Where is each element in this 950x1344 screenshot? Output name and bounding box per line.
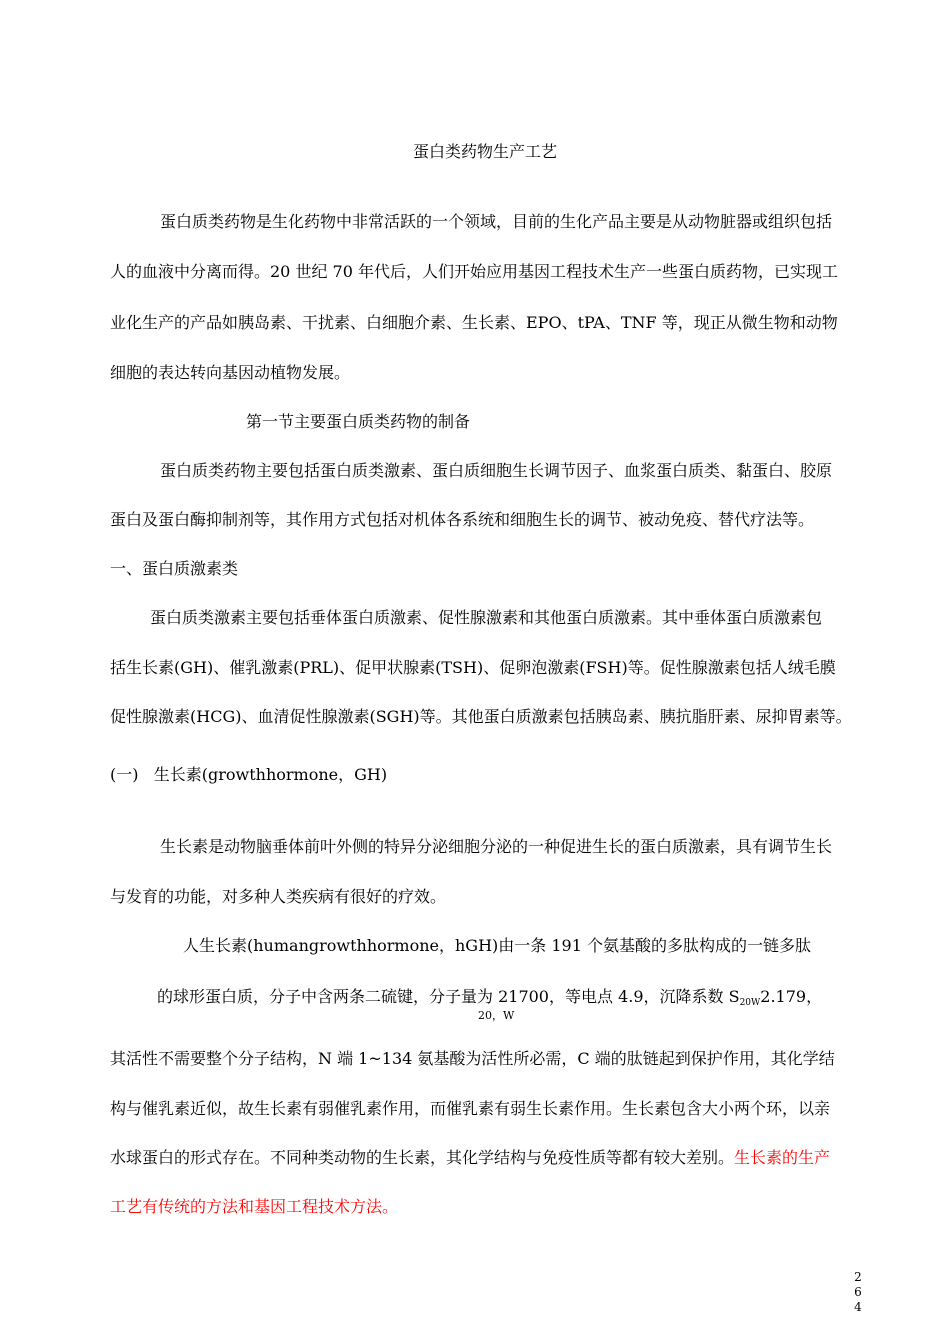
gh-para-line-6: 构与催乳素近似，故生长素有弱催乳素作用，而催乳素有弱生长素作用。生长素包含大小两个环，以亲 — [110, 1099, 831, 1118]
intro-line-3: 业化生产的产品如胰岛素、干扰素、白细胞介素、生长素、EPO、tPA、TNF 等，现正从微生物和动物 — [110, 313, 838, 332]
section-para-line-2: 蛋白及蛋白酶抑制剂等，其作用方式包括对机体各系统和细胞生长的调节、被动免疫、替代疗法等。 — [110, 510, 815, 529]
gh-para-line-4 — [110, 987, 927, 1013]
section-heading: 第一节主要蛋白质类药物的制备 — [246, 412, 471, 431]
part-para-line-1: 蛋白质类激素主要包括垂体蛋白质激素、促性腺激素和其他蛋白质激素。其中垂体蛋白质激素包 — [150, 608, 823, 627]
gh-para-line-5: 其活性不需要整个分子结构，N 端 1~134 氨基酸为活性所必需，C 端的肽链起到保护作用，其化学结 — [110, 1049, 835, 1068]
page-number — [852, 1270, 864, 1315]
gh-para-line-4-tail: 2.179， — [760, 987, 823, 1006]
subsection-heading — [110, 765, 880, 785]
gh-para-line-4-text: 的球形蛋白质，分子中含两条二硫键，分子量为 21700，等电点 4.9，沉降系数 S — [157, 987, 740, 1006]
page-number-digit: 2 — [854, 1270, 862, 1284]
page-title: 蛋白类药物生产工艺 — [412, 142, 557, 161]
intro-line-1: 蛋白质类药物是生化药物中非常活跃的一个领域，目前的生化产品主要是从动物脏器或组织包括 — [160, 212, 833, 231]
gh-para-line-2: 与发育的功能，对多种人类疾病有很好的疗效。 — [110, 887, 447, 906]
subsection-title: 生长素(growthhormone，GH) — [153, 765, 388, 784]
formula-note: 20，W — [478, 1009, 515, 1022]
intro-line-4: 细胞的表达转向基因动植物发展。 — [110, 363, 351, 382]
part-heading: 一、蛋白质激素类 — [110, 559, 239, 578]
subsection-number: (一) — [110, 765, 139, 784]
gh-para-line-3: 人生长素(humangrowthhormone，hGH)由一条 191 个氨基酸的多肽构成的一链多肽 — [183, 936, 811, 955]
gh-para-line-7-text: 水球蛋白的形式存在。不同种类动物的生长素，其化学结构与免疫性质等都有较大差别。 — [110, 1148, 735, 1167]
highlighted-line: 工艺有传统的方法和基因工程技术方法。 — [110, 1197, 399, 1216]
highlighted-text: 生长素的生产 — [734, 1148, 831, 1167]
intro-line-2: 人的血液中分离而得。20 世纪 70 年代后，人们开始应用基因工程技术生产一些蛋白质药物，已实现工 — [110, 262, 838, 281]
subscript: 20W — [739, 998, 761, 1008]
page-number-digit: 6 — [854, 1285, 862, 1299]
part-para-line-3: 促性腺激素(HCG)、血清促性腺激素(SGH)等。其他蛋白质激素包括胰岛素、胰抗脂肝素、尿抑胃素等。 — [110, 707, 852, 726]
gh-para-line-1: 生长素是动物脑垂体前叶外侧的特异分泌细胞分泌的一种促进生长的蛋白质激素，具有调节生长 — [160, 837, 833, 856]
part-para-line-2: 括生长素(GH)、催乳激素(PRL)、促甲状腺素(TSH)、促卵泡激素(FSH)等。促性腺激素包括人绒毛膜 — [110, 658, 836, 677]
page-number-digit: 4 — [854, 1300, 862, 1314]
section-para-line-1: 蛋白质类药物主要包括蛋白质类激素、蛋白质细胞生长调节因子、血浆蛋白质类、黏蛋白、胶原 — [160, 461, 833, 480]
gh-para-line-7 — [110, 1148, 880, 1168]
